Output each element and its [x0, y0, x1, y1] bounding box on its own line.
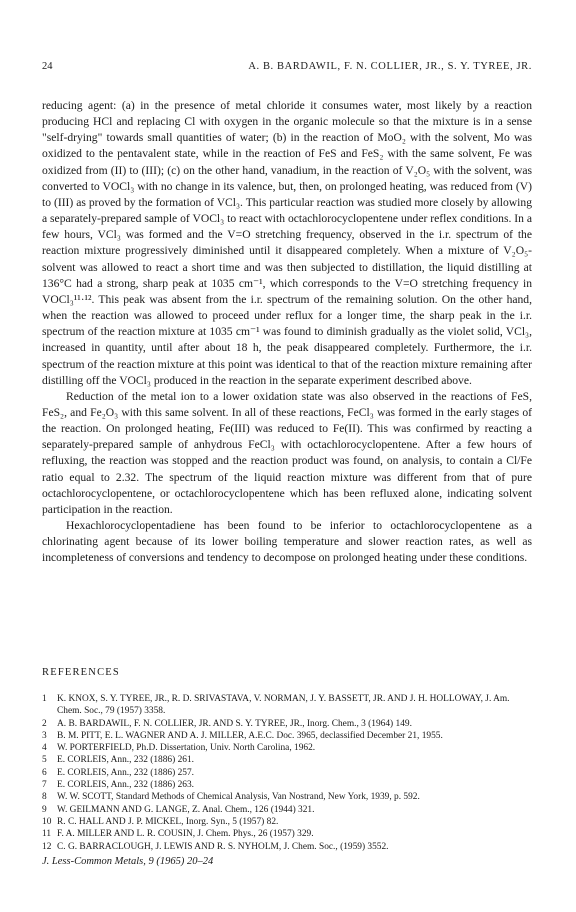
reference-item	[42, 828, 536, 840]
body-text	[42, 98, 532, 567]
reference-number: 8	[42, 792, 47, 803]
reference-item	[42, 791, 536, 803]
reference-text: A. B. BARDAWIL, F. N. COLLIER, JR. AND S. Y. TYREE, JR., Inorg. Chem., 3 (1964) 149.	[57, 718, 412, 729]
reference-item	[42, 730, 536, 742]
journal-footer: J. Less-Common Metals, 9 (1965) 20–24	[42, 856, 214, 867]
reference-text: R. C. HALL AND J. P. MICKEL, Inorg. Syn., 5 (1957) 82.	[57, 816, 279, 827]
paragraph: Reduction of the metal ion to a lower oxidation state was also observed in the reactions of FeS, FeS₂, and Fe₂O₃ with this same solvent. In all of these reactions, FeCl₃ was formed in the early stages of the reaction. On prolonged heating, Fe(III) was reduced to Fe(II). This was confirmed by reacting a separately-prepared sample of anhydrous FeCl₃ with octachlorocyclopentene. After a few hours of refluxing, the reaction was stopped and the reaction product was found, on analysis, to contain a Cl/Fe ratio equal to 2.32. The spectrum of the liquid reaction mixture was different from that of pure octachlorocyclopentene, or octachlorocyclopentene which has been refluxed alone, indicating solvent participation in the reaction.	[42, 389, 532, 516]
reference-text: W. PORTERFIELD, Ph.D. Dissertation, Univ. North Carolina, 1962.	[57, 743, 316, 754]
reference-text: E. CORLEIS, Ann., 232 (1886) 261.	[57, 755, 194, 766]
reference-text: W. W. SCOTT, Standard Methods of Chemical Analysis, Van Nostrand, New York, 1939, p. 592.	[57, 792, 420, 803]
reference-item	[42, 754, 536, 766]
reference-number: 5	[42, 755, 47, 766]
reference-text: K. KNOX, S. Y. TYREE, JR., R. D. SRIVASTAVA, V. NORMAN, J. Y. BASSETT, JR. AND J. H. HOLLOWAY, J. Am. Chem. Soc., 79 (1957) 3358.	[57, 694, 510, 717]
reference-item	[42, 767, 536, 779]
reference-text: C. G. BARRACLOUGH, J. LEWIS AND R. S. NYHOLM, J. Chem. Soc., (1959) 3552.	[57, 841, 389, 852]
reference-number: 11	[42, 829, 52, 840]
reference-item	[42, 816, 536, 828]
reference-item	[42, 693, 536, 718]
reference-text: W. GEILMANN AND G. LANGE, Z. Anal. Chem., 126 (1944) 321.	[57, 804, 315, 815]
reference-item	[42, 779, 536, 791]
reference-item	[42, 841, 536, 853]
reference-number: 12	[42, 841, 52, 852]
paragraph: reducing agent: (a) in the presence of metal chloride it consumes water, most likely by a reaction producing HCl and replacing Cl with oxygen in the organic molecule so that the mixture is in a sense "self-drying" towards small quantities of water; (b) in the reaction of MoO₂ with the solvent, Mo was oxidized to the pentavalent state, while in the reaction of FeS and FeS₂ with the same solvent, Fe was oxidized from (II) to (III); (c) on the other hand, vanadium, in the reaction of V₂O₅ with the solvent, was converted to VOCl₃ with no change in its valence, but, then, on prolonged heating, was reduced from (V) to (III) as proved by the formation of VCl₃. This particular reaction was studied more closely by allowing a separately-prepared sample of VOCl₃ to react with octachlorocyclopentene under reflex conditions. In a few hours, VCl₃ was formed and the V=O stretching frequency, observed in the i.r. spectrum of the reaction mixture progressively diminished until it disappeared completely. When a mixture of V₂O₅-solvent was allowed to react a short time and was then subjected to distillation, the liquid distilling at 136°C had a strong, sharp peak at 1035 cm⁻¹, which corresponds to the V=O stretching frequency in VOCl₃¹¹·¹². This peak was absent from the i.r. spectrum of the remaining solution. On the other hand, when the reaction was allowed to proceed under reflux for a longer time, the sharp peak in the i.r. spectrum of the reaction mixture at 1035 cm⁻¹ was found to diminish gradually as the violet solid, VCl₃, increased in quantity, until after about 18 h, the peak disappeared completely. Furthermore, the i.r. spectrum of the reaction mixture at this point was identical to that of the reaction mixture remaining after distilling off the VOCl₃ produced in the reaction in the separate experiment described above.	[42, 99, 532, 387]
running-head	[42, 61, 532, 75]
references-heading: REFERENCES	[42, 667, 120, 678]
reference-number: 10	[42, 816, 52, 827]
reference-list	[42, 693, 536, 853]
running-head-authors: A. B. BARDAWIL, F. N. COLLIER, JR., S. Y. TYREE, JR.	[248, 61, 532, 72]
reference-number: 4	[42, 743, 47, 754]
page-number: 24	[42, 61, 53, 72]
reference-text: E. CORLEIS, Ann., 232 (1886) 263.	[57, 780, 194, 791]
reference-number: 9	[42, 804, 47, 815]
reference-text: F. A. MILLER AND L. R. COUSIN, J. Chem. Phys., 26 (1957) 329.	[57, 829, 314, 840]
reference-number: 3	[42, 730, 47, 741]
reference-item	[42, 742, 536, 754]
reference-number: 2	[42, 718, 47, 729]
reference-item	[42, 804, 536, 816]
reference-item	[42, 718, 536, 730]
reference-number: 6	[42, 767, 47, 778]
paragraph: Hexachlorocyclopentadiene has been found to be inferior to octachlorocyclopentene as a chlorinating agent because of its lower boiling temperature and slower reaction rates, as well as incompleteness of conversions and tendency to decompose on prolonged heating under these conditions.	[42, 519, 532, 565]
reference-number: 7	[42, 780, 47, 791]
reference-text: B. M. PITT, E. L. WAGNER AND A. J. MILLER, A.E.C. Doc. 3965, declassified December 21, 1955.	[57, 730, 443, 741]
reference-text: E. CORLEIS, Ann., 232 (1886) 257.	[57, 767, 194, 778]
reference-number: 1	[42, 694, 47, 704]
